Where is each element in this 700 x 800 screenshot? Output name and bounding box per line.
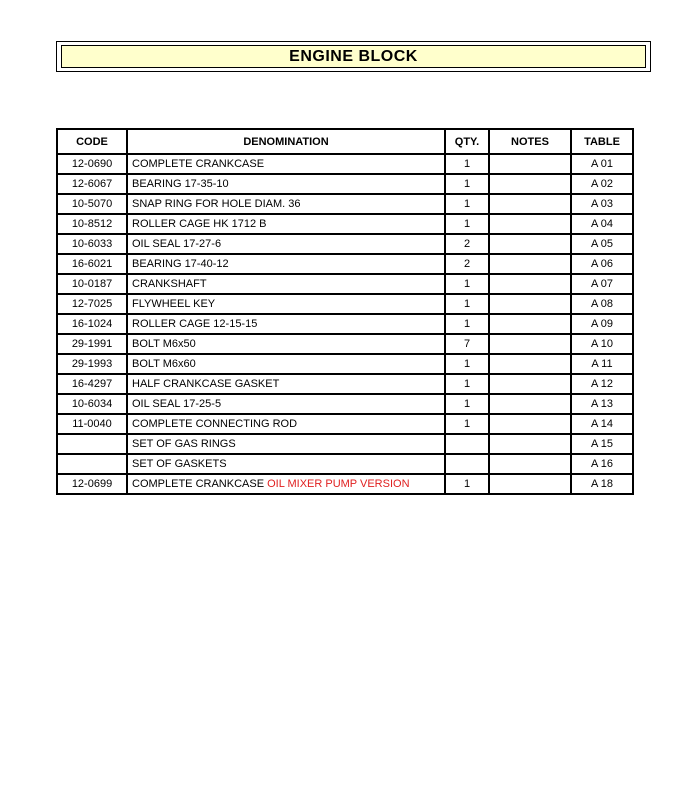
cell-denomination: [127, 174, 445, 194]
cell-code: 10-8512: [57, 214, 127, 234]
cell-table: A 06: [571, 254, 633, 274]
title-box: [56, 41, 651, 72]
cell-qty: [445, 434, 489, 454]
cell-notes: [489, 294, 571, 314]
denomination-text: BEARING 17-35-10: [132, 178, 229, 190]
cell-denomination: [127, 454, 445, 474]
denomination-text: BOLT M6x60: [132, 358, 196, 370]
table-row: [57, 274, 633, 294]
cell-code: 12-0690: [57, 154, 127, 174]
cell-table: A 10: [571, 334, 633, 354]
header-qty: QTY.: [445, 129, 489, 154]
cell-denomination: [127, 254, 445, 274]
cell-table: A 01: [571, 154, 633, 174]
table-row: [57, 354, 633, 374]
table-row: [57, 294, 633, 314]
header-notes: NOTES: [489, 129, 571, 154]
denomination-text: COMPLETE CRANKCASE: [132, 158, 265, 170]
denomination-note: OIL MIXER PUMP VERSION: [267, 478, 410, 490]
cell-denomination: [127, 474, 445, 494]
title-panel: [61, 45, 646, 68]
cell-code: 10-5070: [57, 194, 127, 214]
denomination-text: SET OF GAS RINGS: [132, 438, 236, 450]
cell-table: A 05: [571, 234, 633, 254]
cell-notes: [489, 154, 571, 174]
cell-qty: 2: [445, 254, 489, 274]
table-row: [57, 414, 633, 434]
denomination-text: COMPLETE CONNECTING ROD: [132, 418, 298, 430]
cell-denomination: [127, 434, 445, 454]
cell-code: 29-1993: [57, 354, 127, 374]
cell-code: [57, 434, 127, 454]
cell-notes: [489, 454, 571, 474]
cell-denomination: [127, 194, 445, 214]
denomination-text: HALF CRANKCASE GASKET: [132, 378, 280, 390]
denomination-text: SET OF GASKETS: [132, 458, 227, 470]
table-row: [57, 194, 633, 214]
cell-qty: 1: [445, 274, 489, 294]
cell-table: A 03: [571, 194, 633, 214]
cell-code: 10-6033: [57, 234, 127, 254]
cell-denomination: [127, 374, 445, 394]
table-row: [57, 474, 633, 494]
header-code: CODE: [57, 129, 127, 154]
cell-code: 10-6034: [57, 394, 127, 414]
table-row: [57, 154, 633, 174]
cell-table: A 04: [571, 214, 633, 234]
cell-table: A 11: [571, 354, 633, 374]
cell-qty: 1: [445, 394, 489, 414]
cell-qty: 1: [445, 314, 489, 334]
cell-notes: [489, 314, 571, 334]
cell-denomination: [127, 394, 445, 414]
cell-notes: [489, 414, 571, 434]
cell-notes: [489, 374, 571, 394]
parts-table-body: [57, 154, 633, 494]
cell-table: A 16: [571, 454, 633, 474]
cell-denomination: [127, 274, 445, 294]
page-title: ENGINE BLOCK: [289, 47, 418, 65]
cell-notes: [489, 234, 571, 254]
cell-qty: 1: [445, 374, 489, 394]
cell-notes: [489, 434, 571, 454]
cell-qty: 1: [445, 414, 489, 434]
cell-code: 12-6067: [57, 174, 127, 194]
cell-denomination: [127, 334, 445, 354]
cell-code: 16-6021: [57, 254, 127, 274]
denomination-text: ROLLER CAGE HK 1712 B: [132, 218, 267, 230]
cell-table: A 09: [571, 314, 633, 334]
cell-qty: 1: [445, 154, 489, 174]
denomination-text: SNAP RING FOR HOLE DIAM. 36: [132, 198, 301, 210]
cell-qty: 2: [445, 234, 489, 254]
denomination-text: OIL SEAL 17-25-5: [132, 398, 222, 410]
cell-notes: [489, 334, 571, 354]
cell-notes: [489, 194, 571, 214]
cell-code: 29-1991: [57, 334, 127, 354]
cell-table: A 12: [571, 374, 633, 394]
denomination-text: CRANKSHAFT: [132, 278, 207, 290]
cell-qty: 1: [445, 214, 489, 234]
table-row: [57, 174, 633, 194]
cell-code: 10-0187: [57, 274, 127, 294]
table-row: [57, 314, 633, 334]
cell-denomination: [127, 414, 445, 434]
table-row: [57, 374, 633, 394]
cell-qty: 1: [445, 354, 489, 374]
cell-notes: [489, 254, 571, 274]
parts-table: [56, 128, 634, 495]
cell-denomination: [127, 234, 445, 254]
cell-table: A 07: [571, 274, 633, 294]
header-table: TABLE: [571, 129, 633, 154]
cell-qty: 1: [445, 294, 489, 314]
cell-denomination: [127, 294, 445, 314]
cell-notes: [489, 474, 571, 494]
cell-qty: 1: [445, 474, 489, 494]
cell-notes: [489, 174, 571, 194]
cell-notes: [489, 354, 571, 374]
table-row: [57, 394, 633, 414]
cell-table: A 18: [571, 474, 633, 494]
table-row: [57, 454, 633, 474]
cell-table: A 08: [571, 294, 633, 314]
cell-code: 16-4297: [57, 374, 127, 394]
cell-code: 16-1024: [57, 314, 127, 334]
cell-denomination: [127, 314, 445, 334]
cell-notes: [489, 394, 571, 414]
denomination-text: FLYWHEEL KEY: [132, 298, 216, 310]
denomination-text: ROLLER CAGE 12-15-15: [132, 318, 258, 330]
cell-code: 11-0040: [57, 414, 127, 434]
denomination-text: COMPLETE CRANKCASE: [132, 478, 265, 490]
header-row: [57, 129, 633, 154]
denomination-text: BOLT M6x50: [132, 338, 196, 350]
cell-denomination: [127, 214, 445, 234]
denomination-text: BEARING 17-40-12: [132, 258, 229, 270]
denomination-text: OIL SEAL 17-27-6: [132, 238, 222, 250]
table-row: [57, 234, 633, 254]
cell-table: A 13: [571, 394, 633, 414]
cell-code: 12-7025: [57, 294, 127, 314]
cell-table: A 02: [571, 174, 633, 194]
cell-denomination: [127, 354, 445, 374]
table-row: [57, 334, 633, 354]
cell-code: 12-0699: [57, 474, 127, 494]
table-row: [57, 254, 633, 274]
cell-code: [57, 454, 127, 474]
header-denomination: DENOMINATION: [127, 129, 445, 154]
cell-notes: [489, 274, 571, 294]
table-row: [57, 434, 633, 454]
cell-qty: 1: [445, 174, 489, 194]
cell-table: A 14: [571, 414, 633, 434]
cell-table: A 15: [571, 434, 633, 454]
cell-qty: [445, 454, 489, 474]
cell-qty: 7: [445, 334, 489, 354]
cell-denomination: [127, 154, 445, 174]
cell-notes: [489, 214, 571, 234]
table-row: [57, 214, 633, 234]
cell-qty: 1: [445, 194, 489, 214]
